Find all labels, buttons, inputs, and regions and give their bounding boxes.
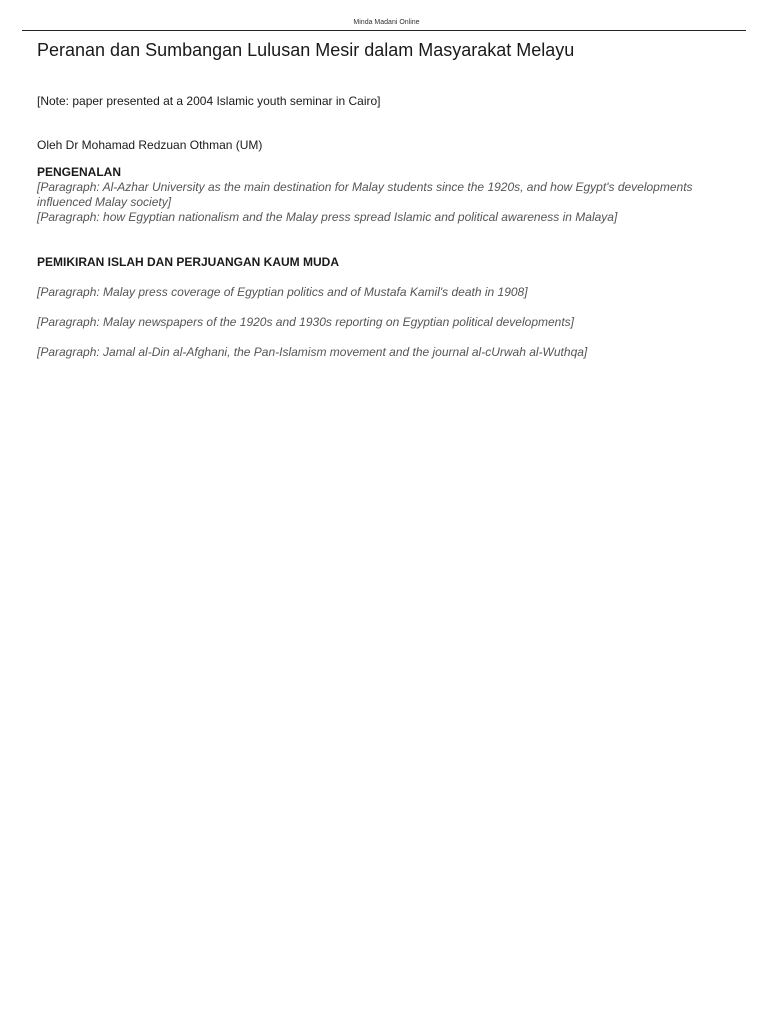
body-paragraph: [Paragraph: how Egyptian nationalism and the Malay press spread Islamic and political awareness in Malaya] xyxy=(37,210,618,224)
body-paragraph: [Paragraph: Malay newspapers of the 1920s and 1930s reporting on Egyptian political developments] xyxy=(37,315,575,329)
body-paragraph: [Paragraph: Al-Azhar University as the main destination for Malay students since the 1920s, and how Egypt's developments influenced Malay society] xyxy=(37,180,693,209)
section-heading-pemikiran-islah: PEMIKIRAN ISLAH DAN PERJUANGAN KAUM MUDA xyxy=(37,255,340,269)
body-paragraph: [Paragraph: Jamal al-Din al-Afghani, the Pan-Islamism movement and the journal al-cUrwah al-Wuthqa] xyxy=(37,345,588,359)
section-heading-pengenalan: PENGENALAN xyxy=(37,165,122,179)
header-divider xyxy=(22,30,746,31)
document-title: Peranan dan Sumbangan Lulusan Mesir dalam Masyarakat Melayu xyxy=(37,40,575,60)
author-line: Oleh Dr Mohamad Redzuan Othman (UM) xyxy=(37,138,263,152)
body-paragraph: [Paragraph: Malay press coverage of Egyptian politics and of Mustafa Kamil's death in 1908] xyxy=(37,285,528,299)
intro-note: [Note: paper presented at a 2004 Islamic youth seminar in Cairo] xyxy=(37,94,381,108)
site-name-header: Minda Madani Online xyxy=(353,19,420,26)
